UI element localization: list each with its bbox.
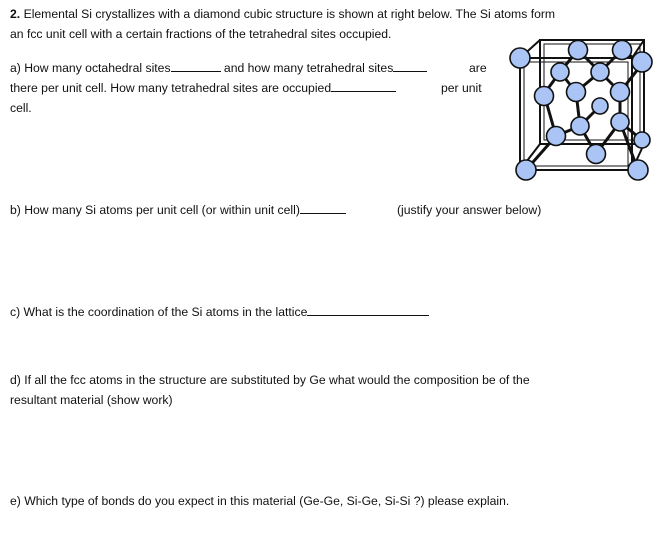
part-d-line1: d) If all the fcc atoms in the structure are substituted by Ge what would the composition be of the	[10, 373, 530, 387]
si-atom	[516, 160, 536, 180]
si-atom	[551, 63, 569, 81]
octahedral-answer-blank[interactable]	[171, 60, 221, 72]
si-atoms-answer-blank[interactable]	[300, 202, 346, 214]
si-atom	[567, 83, 586, 102]
si-atom	[547, 127, 566, 146]
bonds	[526, 50, 642, 170]
si-atom	[611, 113, 629, 131]
si-atom	[535, 87, 554, 106]
si-atom	[591, 63, 609, 81]
part-d-line2: resultant material (show work)	[10, 393, 173, 407]
part-a-text3: there per unit cell. How many tetrahedral sites are occupied	[10, 81, 332, 95]
part-b-line	[10, 202, 346, 218]
part-b-justify: (justify your answer below)	[397, 203, 542, 217]
part-e-line: e) Which type of bonds do you expect in this material (Ge-Ge, Si-Ge, Si-Si ?) please explain.	[10, 494, 510, 508]
si-atom	[634, 132, 650, 148]
atoms	[510, 41, 652, 181]
part-a-text1: a) How many octahedral sites	[10, 61, 171, 75]
part-a-line1	[10, 60, 427, 76]
si-atom	[587, 145, 606, 164]
si-atom	[628, 160, 648, 180]
si-atom	[571, 117, 589, 135]
si-atom	[592, 98, 608, 114]
part-c-line	[10, 304, 429, 320]
problem-number: 2.	[10, 7, 21, 21]
si-atom	[613, 41, 632, 60]
part-a-line2	[10, 80, 396, 96]
coordination-answer-blank[interactable]	[307, 304, 429, 316]
diamond-cubic-unit-cell-figure	[500, 36, 660, 186]
part-c-text: c) What is the coordination of the Si atoms in the lattice	[10, 305, 308, 319]
part-b-text: b) How many Si atoms per unit cell (or within unit cell)	[10, 203, 300, 217]
si-atom	[632, 52, 652, 72]
part-a-text2: and how many tetrahedral sites	[220, 61, 394, 75]
part-a-are: are	[469, 61, 487, 75]
occupied-answer-blank[interactable]	[331, 80, 396, 92]
problem-intro-line1	[10, 6, 555, 22]
tetrahedral-answer-blank[interactable]	[393, 60, 427, 72]
si-atom	[611, 83, 630, 102]
problem-intro-line2: an fcc unit cell with a certain fractions of the tetrahedral sites occupied.	[10, 27, 392, 41]
part-a-line3: cell.	[10, 101, 32, 115]
problem-intro-text1: Elemental Si crystallizes with a diamond cubic structure is shown at right below. The Si atoms form	[23, 7, 556, 21]
si-atom	[569, 41, 588, 60]
part-a-per-unit: per unit	[441, 81, 482, 95]
si-atom	[510, 48, 530, 68]
